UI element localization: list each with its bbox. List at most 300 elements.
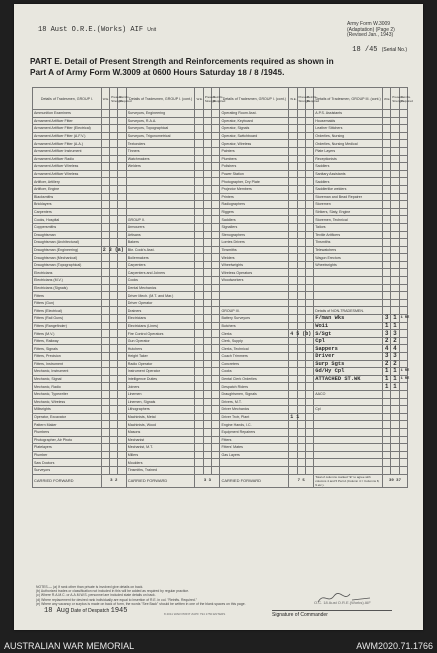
count-cell <box>289 466 297 474</box>
note-line: (e) Where any vacancy or surplus is made on back of form, the words "See Back" should be written in one of the blank spaces on this page. <box>36 601 246 606</box>
despatch-date <box>44 607 127 615</box>
count-cell <box>110 383 118 391</box>
count-cell <box>118 292 126 300</box>
count-cell <box>212 466 220 474</box>
count-cell <box>305 383 313 391</box>
count-cell <box>110 155 118 163</box>
count-cell <box>212 345 220 353</box>
form-ref-line: Army Form W.3009 <box>347 21 391 27</box>
count-cell <box>101 315 109 323</box>
table-row <box>33 337 408 345</box>
count-cell <box>399 330 407 338</box>
count-cell <box>212 307 220 315</box>
count-cell <box>391 185 399 193</box>
count-cell <box>212 117 220 125</box>
count-cell <box>297 398 305 406</box>
trade-label: Armament Artificer Wireless <box>33 163 102 171</box>
count-cell <box>297 284 305 292</box>
count-cell <box>101 208 109 216</box>
count-cell <box>297 406 305 414</box>
trade-label: Radio Operator <box>126 360 195 368</box>
trade-label: GROUP II. <box>126 216 195 224</box>
count-cell <box>195 231 203 239</box>
count-cell <box>305 201 313 209</box>
trade-label <box>314 459 383 467</box>
count-cell: 3 <box>382 330 390 338</box>
count-cell <box>195 163 203 171</box>
count-cell <box>297 110 305 118</box>
trade-label: Details of NON-TRADESMEN. <box>314 307 383 315</box>
count-cell <box>203 170 211 178</box>
count-cell <box>289 451 297 459</box>
count-cell <box>212 201 220 209</box>
trade-label: Polishers <box>220 163 289 171</box>
column-header: W.E. <box>101 88 109 110</box>
trade-label: Carpenters <box>126 261 195 269</box>
count-cell <box>203 125 211 133</box>
table-row <box>33 375 408 383</box>
count-cell <box>212 451 220 459</box>
count-cell <box>118 231 126 239</box>
count-cell <box>212 383 220 391</box>
count-cell <box>203 254 211 262</box>
table-row <box>33 201 408 209</box>
trade-label: Fitters' Mates <box>220 444 289 452</box>
count-cell <box>203 201 211 209</box>
trade-label: Drainers <box>126 307 195 315</box>
signature-line <box>272 610 392 611</box>
trade-label: Fitters (Electrical) <box>33 307 102 315</box>
table-row <box>33 261 408 269</box>
trade-label: Clerks, Technical <box>220 345 289 353</box>
count-cell <box>110 170 118 178</box>
count-cell <box>305 132 313 140</box>
count-cell <box>203 216 211 224</box>
column-header: W.E. <box>289 88 297 110</box>
count-cell <box>118 299 126 307</box>
note-line: (c) Where R.A.M.C. or A.A.M.W.S. personnel are included state details on back. <box>36 593 156 598</box>
count-cell <box>203 284 211 292</box>
count-cell <box>297 292 305 300</box>
count-cell <box>399 390 407 398</box>
count-cell <box>203 353 211 361</box>
form-reference <box>347 22 409 39</box>
trade-label: Draughtsmen, Signals <box>220 390 289 398</box>
trade-label: Platelayers <box>33 444 102 452</box>
count-cell <box>297 201 305 209</box>
trade-label: Battery Surveyors <box>220 315 289 323</box>
count-cell <box>289 125 297 133</box>
count-cell <box>305 466 313 474</box>
table-row <box>33 299 408 307</box>
count-cell <box>212 216 220 224</box>
table-row <box>33 368 408 376</box>
count-cell: 2 <box>382 337 390 345</box>
count-cell <box>118 368 126 376</box>
trade-label: Intelligence Duties <box>126 375 195 383</box>
count-cell <box>305 239 313 247</box>
trade-label: Lithographers <box>126 406 195 414</box>
count-cell <box>203 147 211 155</box>
trade-label <box>220 299 289 307</box>
count-cell <box>391 254 399 262</box>
column-header: Present Strength <box>391 88 399 110</box>
count-cell <box>399 299 407 307</box>
trade-label: Wheelwrights <box>314 261 383 269</box>
total-note: Total of columns marked "E" to agree with columns 4 and 5 Part A (Column 4 = Columns 8, 9 etc.). <box>314 474 383 487</box>
trade-label: Receptionists <box>314 155 383 163</box>
count-cell <box>391 170 399 178</box>
table-row <box>33 163 408 171</box>
count-cell <box>297 315 305 323</box>
count-cell <box>110 406 118 414</box>
count-cell <box>382 413 390 421</box>
count-cell: 4 5 (b) <box>290 330 312 337</box>
trade-label <box>126 208 195 216</box>
count-cell <box>305 140 313 148</box>
count-cell <box>101 117 109 125</box>
column-header: Present Strength <box>297 88 305 110</box>
count-cell <box>110 239 118 247</box>
count-cell <box>297 261 305 269</box>
trade-label <box>314 398 383 406</box>
count-cell <box>110 216 118 224</box>
count-cell: 2 <box>391 337 399 345</box>
count-cell <box>118 353 126 361</box>
trade-label: Operator, Excavator <box>33 413 102 421</box>
count-cell <box>399 147 407 155</box>
count-cell <box>118 307 126 315</box>
trade-label: Linemen, Signals <box>126 398 195 406</box>
count-cell <box>203 231 211 239</box>
count-cell <box>212 428 220 436</box>
trade-label: Bakers <box>126 239 195 247</box>
count-cell <box>289 277 297 285</box>
count-cell <box>382 110 390 118</box>
count-cell <box>297 322 305 330</box>
count-cell <box>203 390 211 398</box>
count-cell <box>101 269 109 277</box>
trade-label: Clerks <box>220 330 289 338</box>
count-cell <box>195 269 203 277</box>
trade-label: Fitters, Precision <box>33 353 102 361</box>
table-row <box>33 110 408 118</box>
trade-label: Tinsmiths <box>314 239 383 247</box>
trade-label <box>314 451 383 459</box>
table-row <box>33 292 408 300</box>
table-row <box>33 254 408 262</box>
trade-label <box>314 421 383 429</box>
trade-label: Storemen <box>314 201 383 209</box>
count-cell <box>195 459 203 467</box>
count-cell <box>118 178 126 186</box>
count-cell <box>297 337 305 345</box>
table-row <box>33 147 408 155</box>
count-cell <box>289 254 297 262</box>
trade-label: ATTACHED ST.WK <box>314 375 383 383</box>
count-cell <box>297 299 305 307</box>
despatch-year: 1945 <box>110 607 128 615</box>
count-cell <box>305 428 313 436</box>
count-cell <box>399 398 407 406</box>
count-cell <box>101 277 109 285</box>
count-cell <box>212 170 220 178</box>
count-cell <box>297 269 305 277</box>
table-row <box>33 406 408 414</box>
trade-label: Mechanic, Typewriter <box>33 390 102 398</box>
count-cell <box>382 269 390 277</box>
count-cell <box>203 307 211 315</box>
trade-label: Saw Doctors <box>33 459 102 467</box>
count-cell <box>305 117 313 125</box>
count-cell <box>399 163 407 171</box>
count-cell <box>382 117 390 125</box>
trade-label: Orderlies, Nursing <box>314 132 383 140</box>
count-cell <box>203 292 211 300</box>
count-cell <box>289 322 297 330</box>
trade-label <box>314 299 383 307</box>
count-cell <box>289 178 297 186</box>
count-cell <box>391 284 399 292</box>
trade-label <box>314 436 383 444</box>
count-cell <box>297 132 305 140</box>
trade-label: Signallers <box>220 223 289 231</box>
trade-label: Mechanic, Radio <box>33 383 102 391</box>
count-cell <box>305 246 313 254</box>
table-row <box>33 216 408 224</box>
count-cell <box>391 292 399 300</box>
count-cell <box>110 178 118 186</box>
count-cell <box>118 375 126 383</box>
count-cell <box>212 147 220 155</box>
count-cell <box>118 284 126 292</box>
count-cell <box>289 421 297 429</box>
count-cell <box>212 178 220 186</box>
count-cell <box>391 208 399 216</box>
count-cell <box>101 307 109 315</box>
trade-label: Boilermakers <box>126 254 195 262</box>
count-cell <box>305 299 313 307</box>
table-row <box>33 451 408 459</box>
trade-label: Clerk, Supply <box>220 337 289 345</box>
carried-forward-value: 3 3 <box>195 474 220 487</box>
trade-label: Electricians (M.V.) <box>33 277 102 285</box>
count-cell <box>212 322 220 330</box>
unit-handwritten: 18 Aust O.R.E.(Works) AIF <box>38 26 144 34</box>
trade-label: Electricians <box>126 315 195 323</box>
count-cell <box>101 466 109 474</box>
count-cell <box>118 201 126 209</box>
count-cell <box>118 208 126 216</box>
count-cell <box>203 299 211 307</box>
count-cell <box>212 254 220 262</box>
trade-label: Draughtsman <box>33 231 102 239</box>
count-cell <box>399 208 407 216</box>
trade-label: Telewatchers <box>314 246 383 254</box>
table-row <box>33 398 408 406</box>
count-cell <box>305 261 313 269</box>
count-cell <box>391 398 399 406</box>
trade-label: Printers <box>220 193 289 201</box>
count-cell <box>212 337 220 345</box>
count-cell <box>399 125 407 133</box>
count-cell <box>289 110 297 118</box>
count-cell <box>101 125 109 133</box>
count-cell <box>110 185 118 193</box>
trade-label: Gun Operator <box>126 337 195 345</box>
group-header: Details of Tradesmen, GROUP III. (cont.) <box>314 88 383 110</box>
trade-label <box>314 428 383 436</box>
count-cell <box>195 337 203 345</box>
count-cell: 1 <box>382 368 390 376</box>
trade-label: Tailors <box>314 223 383 231</box>
table-row <box>33 208 408 216</box>
count-cell <box>382 398 390 406</box>
count-cell <box>110 277 118 285</box>
count-cell <box>203 223 211 231</box>
form-ref-line: (Adaptation) (Page 2) <box>347 26 395 33</box>
count-cell <box>110 413 118 421</box>
count-cell <box>399 170 407 178</box>
trade-label: Armament Artificer Wireless <box>33 170 102 178</box>
count-cell <box>195 330 203 338</box>
count-cell <box>399 436 407 444</box>
count-cell <box>399 406 407 414</box>
count-cell <box>118 193 126 201</box>
count-cell <box>297 155 305 163</box>
count-cell <box>305 436 313 444</box>
count-cell: 1 <box>382 375 390 383</box>
count-cell <box>110 360 118 368</box>
serial-number <box>352 46 407 54</box>
count-cell <box>382 390 390 398</box>
printer-line: 8 4011 WAR PRINT ZAPF 794 1750 ENTERS <box>164 612 226 616</box>
count-cell <box>203 383 211 391</box>
count-cell <box>297 277 305 285</box>
count-cell <box>110 444 118 452</box>
count-cell <box>297 170 305 178</box>
trade-label: Fitters (M.V.) <box>33 330 102 338</box>
count-cell <box>101 413 109 421</box>
count-cell <box>399 110 407 118</box>
count-cell: 4 <box>391 345 399 353</box>
count-cell <box>297 216 305 224</box>
count-cell <box>101 368 109 376</box>
count-cell <box>203 132 211 140</box>
count-cell <box>297 345 305 353</box>
trade-label: Bkr. Cook's Asst. <box>126 246 195 254</box>
count-cell <box>289 337 297 345</box>
trade-label: Blacksmiths <box>33 193 102 201</box>
date-year: 5 <box>277 69 283 78</box>
count-cell <box>212 185 220 193</box>
count-cell <box>212 459 220 467</box>
count-cell <box>289 345 297 353</box>
count-cell <box>203 345 211 353</box>
count-cell <box>195 398 203 406</box>
count-cell <box>289 398 297 406</box>
count-cell <box>391 201 399 209</box>
group-header: Details of Tradesmen, GROUP I. (cont.) <box>220 88 289 110</box>
note-line: (b) Authorized trades or classification not included in this will be added as required by regular practice. <box>36 589 190 594</box>
table-row <box>33 307 408 315</box>
count-cell <box>118 459 126 467</box>
count-cell: 1 <box>391 368 399 376</box>
count-cell: 1 RE <box>400 369 410 374</box>
count-cell <box>101 428 109 436</box>
count-cell <box>110 459 118 467</box>
count-cell <box>391 277 399 285</box>
count-cell <box>195 353 203 361</box>
count-cell <box>305 406 313 414</box>
count-cell <box>399 459 407 467</box>
count-cell <box>305 390 313 398</box>
title-line-1: PART E. Detail of Present Strength and Reinforcements required as shown in <box>30 56 334 66</box>
trade-label: Armament Artificer Instrument <box>33 147 102 155</box>
trade-label <box>314 277 383 285</box>
count-cell <box>118 345 126 353</box>
date-day: 18 <box>237 69 248 78</box>
count-cell <box>195 436 203 444</box>
trade-label: Radiographers <box>220 201 289 209</box>
count-cell <box>118 110 126 118</box>
column-header: Reinfts. Required <box>212 88 220 110</box>
count-cell <box>195 375 203 383</box>
count-cell <box>101 261 109 269</box>
count-cell <box>118 261 126 269</box>
archive-footer <box>0 638 437 653</box>
count-cell <box>297 117 305 125</box>
trade-label <box>126 201 195 209</box>
count-cell <box>118 360 126 368</box>
count-cell <box>391 436 399 444</box>
count-cell <box>203 277 211 285</box>
carried-forward-value: 3 2 <box>101 474 126 487</box>
count-cell <box>399 277 407 285</box>
trade-label: Draughtsman (Topographical) <box>33 261 102 269</box>
count-cell <box>212 110 220 118</box>
trade-label: Instrument Operator <box>126 368 195 376</box>
count-cell <box>110 337 118 345</box>
count-cell <box>289 223 297 231</box>
trade-label <box>314 444 383 452</box>
count-cell: 1 1 <box>290 414 300 421</box>
count-cell <box>399 345 407 353</box>
trade-label: Textonders <box>126 140 195 148</box>
count-cell <box>212 330 220 338</box>
count-cell <box>289 315 297 323</box>
count-cell <box>212 413 220 421</box>
count-cell <box>110 345 118 353</box>
count-cell <box>195 406 203 414</box>
count-cell <box>391 155 399 163</box>
count-cell <box>195 360 203 368</box>
count-cell <box>399 155 407 163</box>
count-cell <box>399 246 407 254</box>
count-cell <box>297 428 305 436</box>
count-cell <box>399 307 407 315</box>
count-cell <box>305 178 313 186</box>
count-cell <box>110 322 118 330</box>
count-cell <box>110 163 118 171</box>
count-cell <box>391 390 399 398</box>
count-cell <box>297 444 305 452</box>
count-cell <box>391 239 399 247</box>
count-cell <box>399 231 407 239</box>
count-cell: 1 <box>391 383 399 391</box>
count-cell <box>110 353 118 361</box>
count-cell <box>382 223 390 231</box>
